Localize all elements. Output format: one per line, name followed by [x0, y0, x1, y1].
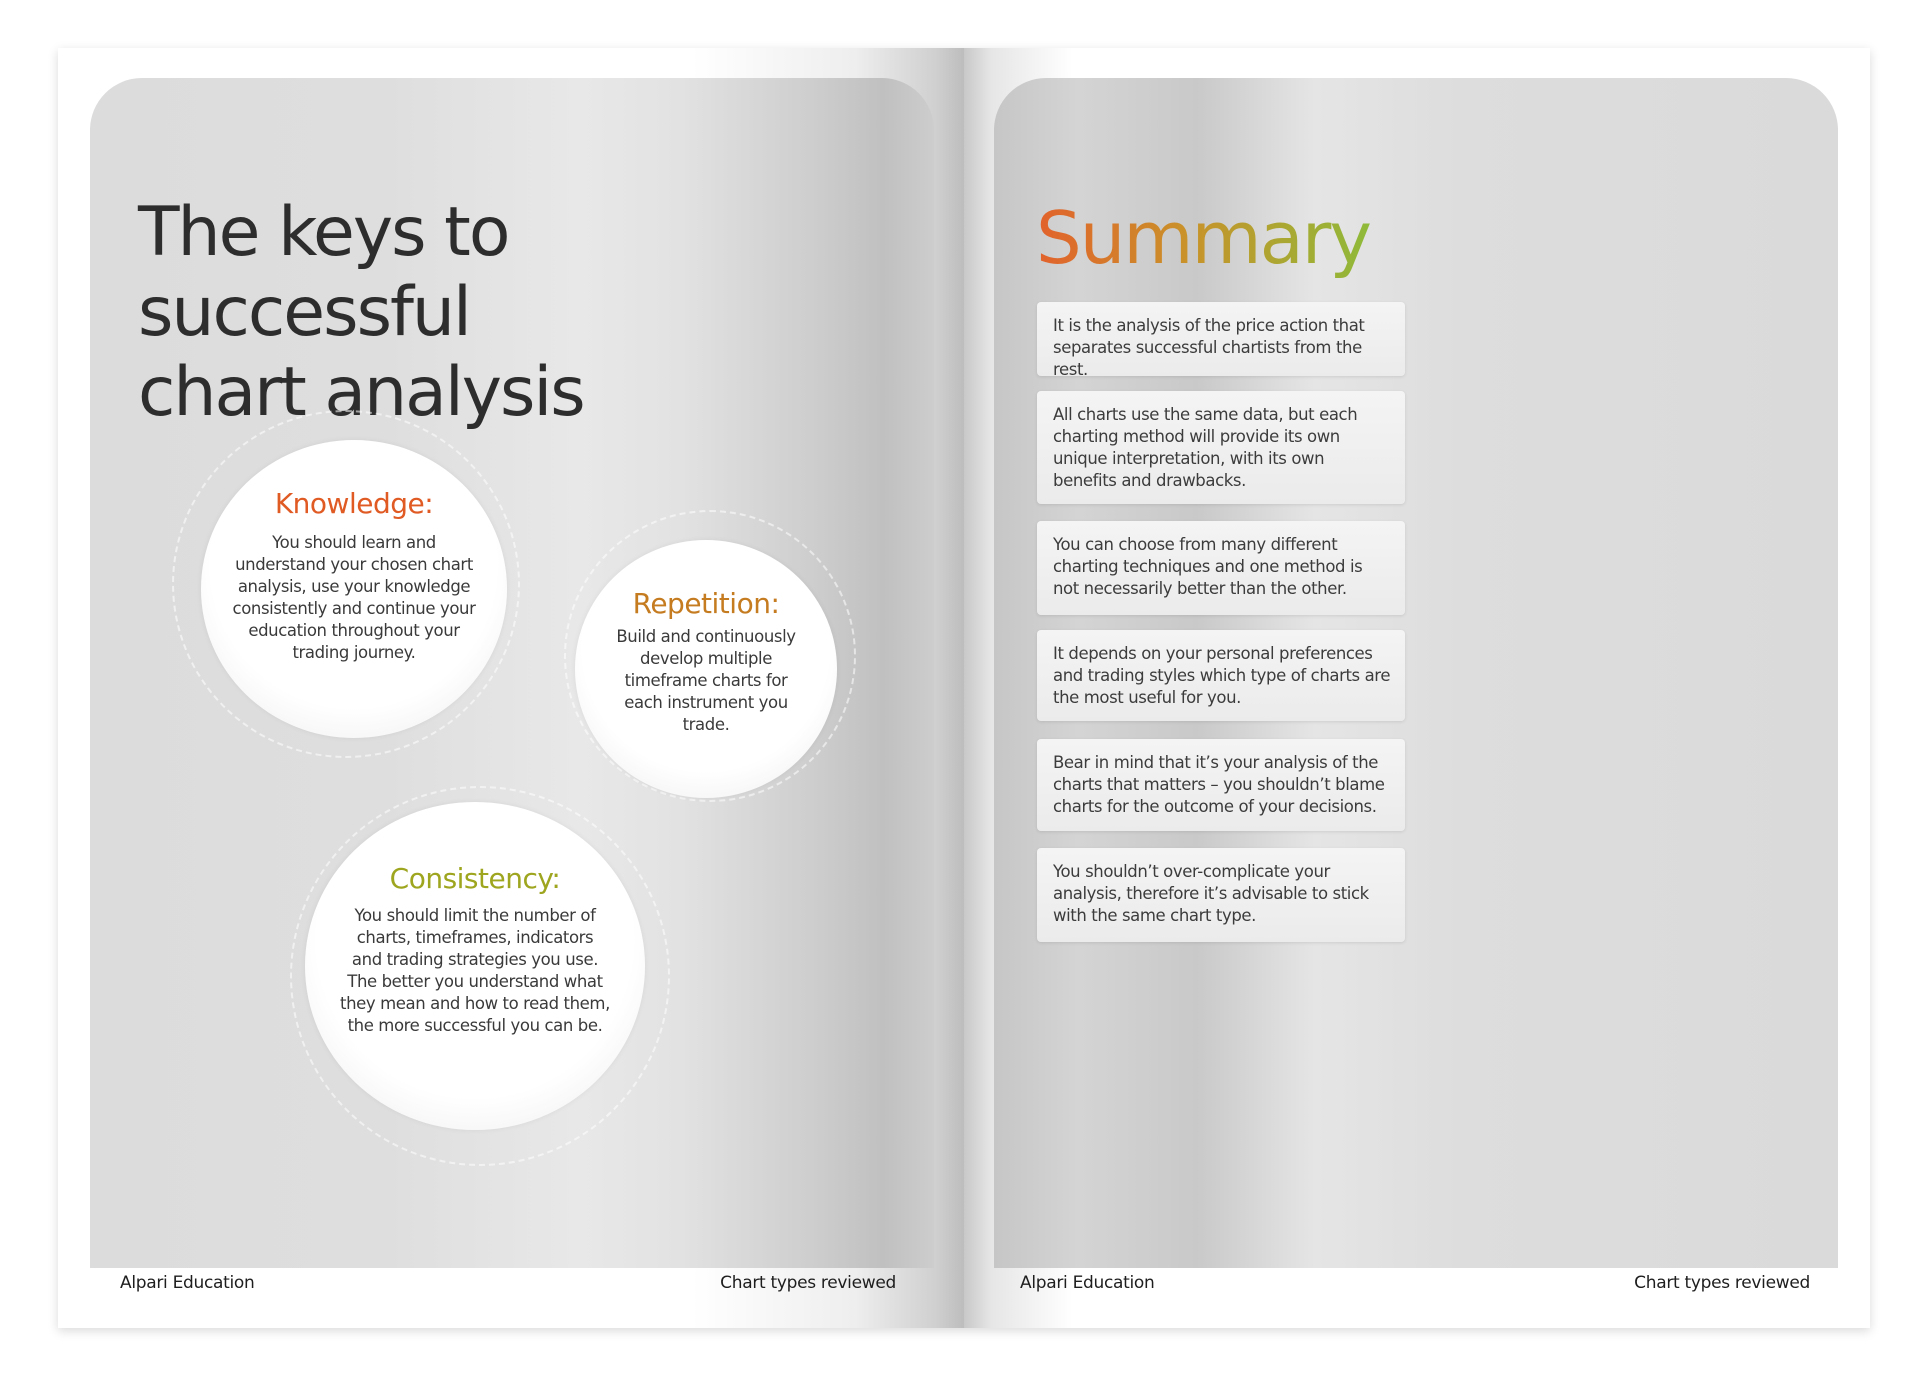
knowledge-text: You should learn and understand your chosen chart analysis, use your knowledge consistently and continue your education throughout your trading journey. [232, 533, 476, 662]
left-page [58, 48, 964, 1328]
summary-item: You can choose from many different charting techniques and one method is not necessarily better than the other. [1037, 521, 1405, 615]
footer-brand-left: Alpari Education [120, 1273, 255, 1293]
summary-item: All charts use the same data, but each charting method will provide its own unique interpretation, with its own benefits and drawbacks. [1037, 391, 1405, 504]
consistency-heading: Consistency: [389, 862, 561, 895]
summary-title: Summary [1036, 193, 1370, 283]
left-content-panel [90, 78, 934, 1268]
summary-item: It depends on your personal preferences and trading styles which type of charts are the most useful for you. [1037, 630, 1405, 721]
consistency-circle [305, 802, 645, 1130]
knowledge-circle [201, 440, 507, 738]
page-title [138, 193, 858, 433]
repetition-circle [575, 540, 837, 798]
right-content-panel [994, 78, 1838, 1268]
footer-section-left: Chart types reviewed [720, 1273, 896, 1293]
right-page [964, 48, 1870, 1328]
summary-item: You shouldn’t over-complicate your analysis, therefore it’s advisable to stick with the same chart type. [1037, 848, 1405, 942]
repetition-text: Build and continuously develop multiple timeframe charts for each instrument you trade. [616, 627, 796, 734]
footer-section-right: Chart types reviewed [1634, 1273, 1810, 1293]
summary-item: Bear in mind that it’s your analysis of the charts that matters – you shouldn’t blame charts for the outcome of your decisions. [1037, 739, 1405, 831]
summary-item: It is the analysis of the price action that separates successful chartists from the rest. [1037, 302, 1405, 376]
title-line-1: The keys to successful [138, 193, 509, 352]
consistency-text: You should limit the number of charts, timeframes, indicators and trading strategies you use. The better you understand what they mean and how to read them, the more successful you can be. [340, 906, 610, 1035]
knowledge-heading: Knowledge: [274, 487, 434, 520]
repetition-heading: Repetition: [632, 587, 780, 620]
footer-brand-right: Alpari Education [1020, 1273, 1155, 1293]
title-line-2: chart analysis [138, 353, 584, 432]
brochure-spread [58, 48, 1870, 1328]
